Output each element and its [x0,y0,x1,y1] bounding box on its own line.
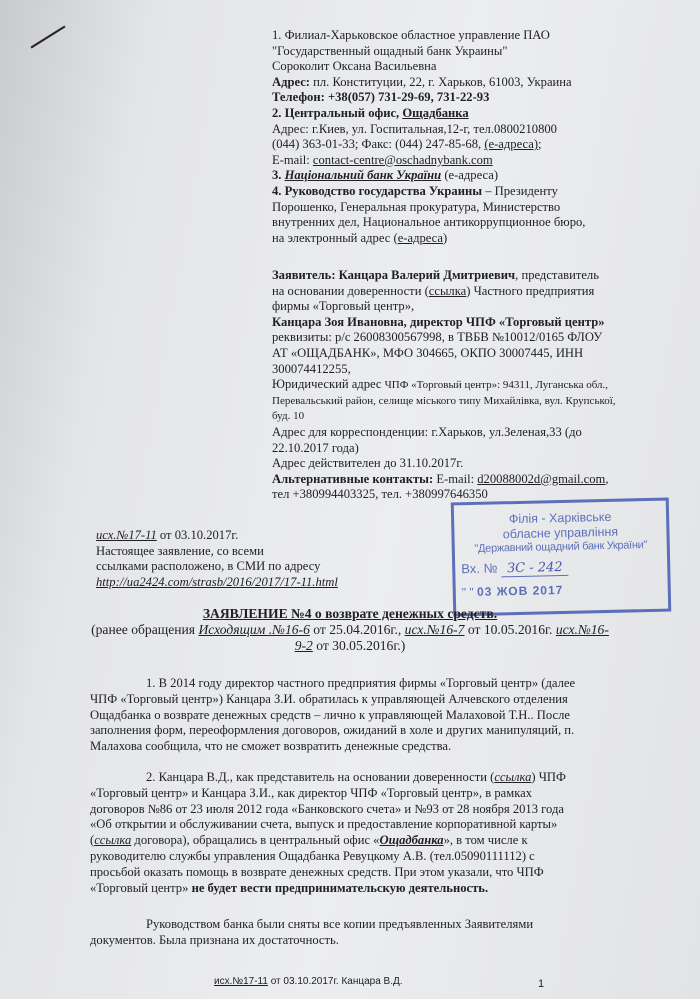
addr-line: 1. Филиал-Харьковское областное управление ПАО [272,28,550,42]
title-line: ЗАЯВЛЕНИЕ №4 о возврате денежных средств. [202,606,498,621]
app-line: буд. 10 [272,410,305,423]
app-line: 300074412255, [272,361,351,376]
stamp-line: обласне управління [502,524,619,542]
app-line: Адрес действителен до 31.10.2017г. [272,456,464,471]
ref-line: ссылками расположено, в СМИ по адресу [96,559,321,574]
ref-line: исх.№17-11 от 03.10.2017г. [96,528,239,542]
addr-line: (044) 363-01-33; Факс: (044) 247-85-68, (е-адреса); [272,137,542,152]
title-line: (ранее обращения Исходящим .№16-6 от 25.04.2016г., исх.№16-7 от 10.05.2016г. исх.№16- [91,622,609,637]
addr-line: E-mail: contact-centre@oschadnybank.com [272,152,493,167]
link[interactable]: ссылка [494,770,532,784]
paragraph-2: 2. Канцара В.Д., как представитель на основании доверенности (ссылка) ЧПФ «Торговый центр» и Канцара З.И., как директор ЧПФ «Торговый центр», в рамках договоров №86 от 23 июля 2012 года «Банковского счета» и №93 от 28 ноября 2013 года «Об открытии и обслуживании счета, выпуск и предоставление корпоративной карты» (ссылка договора), обращались в центральный офис «Ощадбанка», в том числе к руководителю службы управления Ощадбанка Ревуцкому А.В. (тел.05090111112) с просьбой оказать помощь в возврате денежных средств. При этом указали, что ЧПФ «Торговый центр» не будет вести предпринимательскую деятельность. [90,770,566,895]
statement-title [0,606,700,654]
addr-line: Адрес: г.Киев, ул. Госпитальная,12-г, тел.0800210800 [272,121,557,136]
addr-line: 3. Національний банк України (е-адреса) [272,168,499,183]
title-line: 9-2 от 30.05.2016г.) [294,638,406,653]
stamp-handwritten-number: ЗС - 242 [501,560,569,578]
addressee-block [272,28,585,246]
app-line: фирмы «Торговый центр», [272,299,415,314]
link[interactable]: ссылка [428,283,467,298]
app-line: тел +380994403325, тел. +380997646350 [272,487,488,502]
app-line: 22.10.2017 года) [272,440,359,455]
app-line: реквизиты: р/с 26008300567998, в ТВБВ №10012/0165 ФЛОУ [272,330,603,345]
addr-line: 2. Центральный офис, Ощадбанка [272,105,469,120]
link[interactable]: е-адреса [397,230,444,245]
app-line: Заявитель: Канцара Валерий Дмитриевич, представитель [272,268,599,282]
addr-line: внутренних дел, Национальное антикоррупционное бюро, [272,215,586,230]
addr-line: на электронный адрес (е-адреса) [272,230,448,245]
registration-stamp [451,498,672,617]
app-line: Канцара Зоя Ивановна, директор ЧПФ «Торговый центр» [272,314,605,329]
email-link[interactable]: contact-centre@oschadnybank.com [312,152,493,167]
stamp-line: " " 03 ЖОВ 2017 [461,582,564,600]
app-line: Юридический адрес ЧПФ «Торговый центр»: 94311, Луганська обл., [272,377,609,392]
stamp-line: Філія - Харківське [508,509,612,527]
addr-line: Адрес: пл. Конституции, 22, г. Харьков, 61003, Украина [272,74,572,89]
page-number: 1 [538,978,545,990]
app-line: АТ «ОЩАДБАНК», МФО 304665, ОКПО 30007445, ИНН [272,345,584,360]
smi-link[interactable]: http://ua2424.com/strasb/2016/2017/17-11.html [96,574,338,589]
link[interactable]: (е-адреса) [444,168,499,183]
applicant-block [272,268,616,503]
addr-line: Порошенко, Генеральная прокуратура, Министерство [272,199,561,214]
addr-line: Сороколит Оксана Васильевна [272,59,437,74]
addr-line: "Государственный ощадный банк Украины" [272,43,508,58]
pen-mark [31,26,66,49]
stamp-line: "Державний ощадний банк України" [474,539,648,555]
app-line: Адрес для корреспонденции: г.Харьков, ул.Зеленая,33 (до [272,424,582,439]
addr-line: Телефон: +38(057) 731-29-69, 731-22-93 [272,90,490,105]
app-line: Альтернативные контакты: E-mail: d20088002d@gmail.com, [272,471,609,486]
link[interactable]: (е-адреса) [484,137,539,152]
paragraph-3: Руководством банка были сняты все копии предъявленных Заявителями документов. Была признана их достаточность. [90,917,534,947]
ref-line: Настоящее заявление, со всеми [96,543,264,558]
app-line: Перевальський район, селище міського типу Михайлівка, вул. Крупської, [272,394,616,407]
app-line: на основании доверенности (ссылка) Частного предприятия [272,283,595,298]
email-link[interactable]: d20088002d@gmail.com [477,471,606,486]
reference-block [96,528,338,590]
page-footer: исх.№17-11 от 03.10.2017г. Канцара В.Д. [214,976,403,987]
paragraph-1: 1. В 2014 году директор частного предприятия фирмы «Торговый центр» (далее ЧПФ «Торговый центр») Канцара З.И. обратилась к управляющей Алчевского отделения Ощадбанка о возврате денежных средств – лично к управляющей Малаховой Т.Н.. После заполнения форм, переоформления договоров, ожиданий в холе и других манипуляций, п. Малахова сообщила, что не сможет возвратить денежные средства. [90,676,576,754]
stamp-line: Вх. № ЗС - 242 [461,559,569,577]
addr-line: 4. Руководство государства Украины – Президенту [272,183,558,198]
link[interactable]: ссылка [94,833,132,848]
